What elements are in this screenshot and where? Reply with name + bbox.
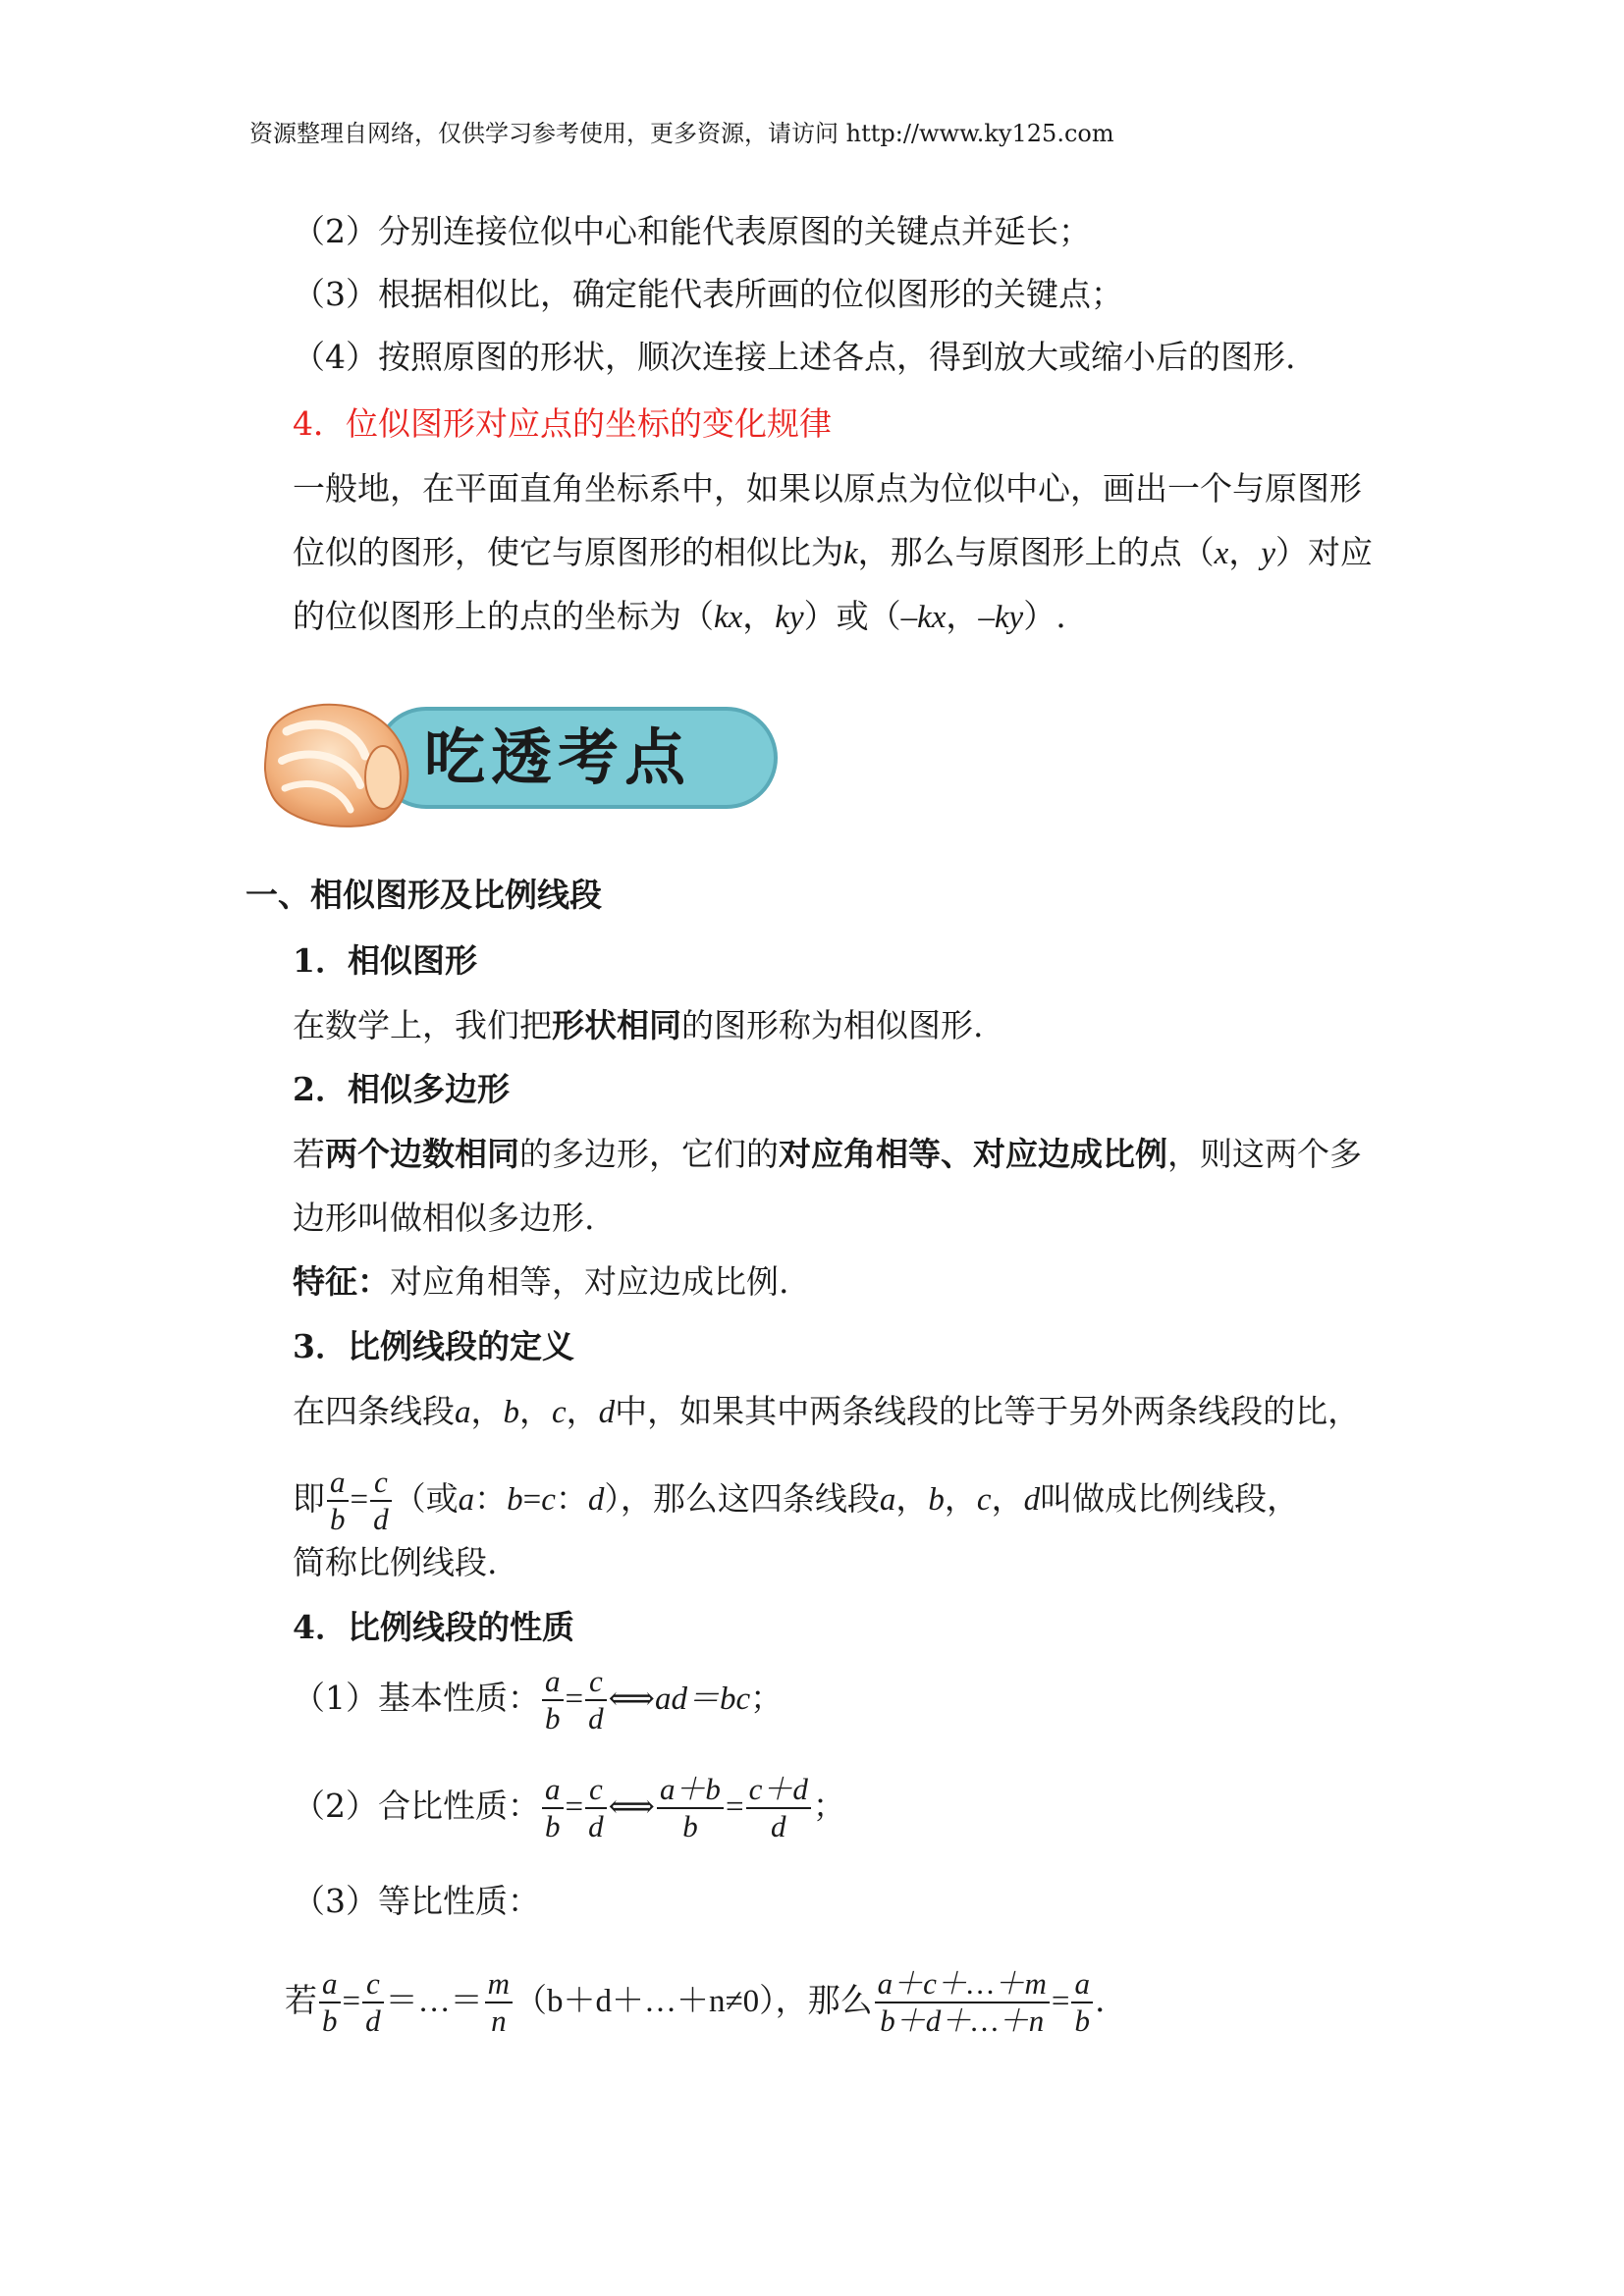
text: 若 bbox=[293, 1135, 325, 1173]
var-neg-ky: –ky bbox=[978, 600, 1024, 635]
var-neg-kx: –kx bbox=[900, 600, 947, 635]
denominator: n bbox=[491, 2003, 507, 2038]
denominator: b bbox=[1074, 2003, 1090, 2038]
equals: = bbox=[725, 1789, 744, 1825]
denominator: b bbox=[545, 1809, 561, 1843]
comma: ， bbox=[946, 597, 979, 635]
fraction-a-b bbox=[319, 1966, 341, 2039]
numerator: a＋b bbox=[657, 1772, 724, 1809]
ratio: ： bbox=[555, 1479, 588, 1518]
text: 的位似图形上的点的坐标为（ bbox=[293, 597, 714, 635]
comma: ， bbox=[742, 597, 776, 635]
fraction-cpd-d bbox=[746, 1772, 811, 1844]
text: 的多边形，它们的 bbox=[519, 1135, 779, 1173]
var-kx: kx bbox=[714, 600, 743, 635]
var-k: k bbox=[843, 536, 858, 571]
step-3: （3）根据相似比，确定能代表所画的位似图形的关键点； bbox=[293, 275, 1123, 313]
var-c: c bbox=[976, 1482, 992, 1518]
var-d: d bbox=[1023, 1482, 1041, 1518]
equals: = bbox=[565, 1789, 584, 1825]
paragraph-1 bbox=[293, 1004, 984, 1047]
text: 即 bbox=[293, 1479, 325, 1518]
numerator: a＋c＋…＋m bbox=[875, 1966, 1050, 2003]
equals: = bbox=[350, 1482, 369, 1518]
subheading-2: 2．相似多边形 bbox=[293, 1070, 510, 1108]
var-a: a bbox=[879, 1482, 896, 1518]
condition: （b＋d＋…＋n≠0），那么 bbox=[514, 1984, 873, 2019]
iff-symbol: ⟺ bbox=[608, 1682, 655, 1717]
comma: ， bbox=[991, 1479, 1024, 1518]
text: ）. bbox=[1023, 597, 1066, 635]
feature-line bbox=[293, 1260, 789, 1304]
section-banner bbox=[257, 687, 778, 834]
numerator: c bbox=[370, 1465, 392, 1502]
var-ky: ky bbox=[775, 600, 804, 635]
banner-title: 吃透考点 bbox=[424, 721, 692, 793]
comma: ， bbox=[944, 1479, 977, 1518]
text: ），那么这四条线段 bbox=[604, 1479, 880, 1518]
equals: = bbox=[342, 1984, 361, 2019]
var-x: x bbox=[1214, 536, 1229, 571]
equals: = bbox=[565, 1682, 584, 1717]
feature-label: 特征： bbox=[293, 1262, 390, 1301]
page-header: 资源整理自网络，仅供学习参考使用，更多资源，请访问 http://www.ky125.com bbox=[249, 120, 1114, 147]
text: 在四条线段 bbox=[293, 1392, 455, 1430]
step-4: （4）按照原图的形状，顺次连接上述各点，得到放大或缩小后的图形. bbox=[293, 338, 1296, 376]
var-b: b bbox=[928, 1482, 945, 1518]
emphasis: 两个边数相同 bbox=[325, 1135, 519, 1173]
var-b: b bbox=[507, 1482, 523, 1518]
var-d: d bbox=[598, 1395, 616, 1430]
numerator: c bbox=[585, 1664, 607, 1701]
ellipsis-equals: ＝…＝ bbox=[385, 1984, 483, 2019]
denominator: b bbox=[682, 1809, 698, 1843]
numerator: c bbox=[362, 1966, 384, 2003]
var-c: c bbox=[552, 1395, 567, 1430]
paragraph-3-line-2 bbox=[293, 1460, 1299, 1538]
numerator: m bbox=[485, 1966, 513, 2003]
denominator: b bbox=[545, 1701, 561, 1735]
numerator: a bbox=[542, 1664, 564, 1701]
ratio: ： bbox=[474, 1479, 508, 1518]
product-equation: ad＝bc bbox=[654, 1682, 751, 1717]
text: 位似的图形，使它与原图形的相似比为 bbox=[293, 533, 843, 571]
text: ，那么与原图形上的点（ bbox=[857, 533, 1215, 571]
denominator: b bbox=[322, 2003, 338, 2038]
section-4-line-2 bbox=[293, 531, 1373, 575]
subheading-3: 3．比例线段的定义 bbox=[293, 1327, 574, 1365]
paragraph-3-line-1 bbox=[293, 1390, 1360, 1434]
subheading-1: 1．相似图形 bbox=[293, 941, 477, 980]
paragraph-3-line-3: 简称比例线段. bbox=[293, 1543, 498, 1581]
numerator: a bbox=[1071, 1966, 1093, 2003]
text: 叫做成比例线段， bbox=[1040, 1479, 1300, 1518]
comma: ， bbox=[1228, 533, 1262, 571]
text: ）对应 bbox=[1274, 533, 1373, 571]
section-4-line-1: 一般地，在平面直角坐标系中，如果以原点为位似中心，画出一个与原图形 bbox=[293, 469, 1362, 507]
text: ）或（ bbox=[803, 597, 901, 635]
var-c: c bbox=[541, 1482, 556, 1518]
fraction-a-b bbox=[542, 1664, 564, 1736]
section-4-title: 4．位似图形对应点的坐标的变化规律 bbox=[293, 404, 832, 443]
comma: ， bbox=[519, 1392, 552, 1430]
semicolon: ； bbox=[812, 1787, 845, 1825]
seashell-icon bbox=[257, 687, 424, 834]
denominator: b＋d＋…＋n bbox=[880, 2003, 1045, 2038]
var-b: b bbox=[503, 1395, 519, 1430]
fraction-apb-b bbox=[657, 1772, 724, 1844]
denominator: b bbox=[330, 1502, 346, 1536]
var-y: y bbox=[1261, 536, 1275, 571]
fraction-c-d bbox=[362, 1966, 384, 2039]
iff-symbol: ⟺ bbox=[608, 1789, 655, 1825]
fraction-a-b bbox=[542, 1772, 564, 1844]
equals: = bbox=[1051, 1984, 1070, 2019]
denominator: d bbox=[588, 1809, 604, 1843]
emphasis: 形状相同 bbox=[552, 1006, 681, 1044]
semicolon: ； bbox=[750, 1679, 784, 1717]
numerator: a bbox=[542, 1772, 564, 1809]
denominator: d bbox=[365, 2003, 381, 2038]
numerator: a bbox=[319, 1966, 341, 2003]
var-a: a bbox=[455, 1395, 471, 1430]
equals: = bbox=[522, 1482, 542, 1518]
var-a: a bbox=[458, 1482, 475, 1518]
denominator: d bbox=[770, 1809, 786, 1843]
property-3-label: （3）等比性质： bbox=[293, 1882, 540, 1920]
paragraph-2-line-1 bbox=[293, 1133, 1362, 1176]
period: . bbox=[1094, 1981, 1106, 2019]
fraction-c-d bbox=[585, 1664, 607, 1736]
denominator: d bbox=[588, 1701, 604, 1735]
var-d: d bbox=[587, 1482, 605, 1518]
fraction-c-d bbox=[370, 1465, 392, 1537]
emphasis: 对应角相等、对应边成比例 bbox=[779, 1135, 1167, 1173]
property-1 bbox=[293, 1659, 783, 1737]
text: ，则这两个多 bbox=[1167, 1135, 1362, 1173]
section-4-line-3 bbox=[293, 595, 1066, 639]
fraction-a-b bbox=[1071, 1966, 1093, 2039]
fraction-c-d bbox=[585, 1772, 607, 1844]
paragraph-2-line-2: 边形叫做相似多边形. bbox=[293, 1199, 595, 1237]
property-3-formula bbox=[285, 1958, 1105, 2043]
text: （或 bbox=[393, 1479, 459, 1518]
comma: ， bbox=[566, 1392, 599, 1430]
fraction-a-b bbox=[327, 1465, 349, 1537]
comma: ， bbox=[470, 1392, 504, 1430]
text: 若 bbox=[285, 1981, 317, 2019]
numerator: a bbox=[327, 1465, 349, 1502]
numerator: c＋d bbox=[746, 1772, 811, 1809]
fraction-sum bbox=[875, 1966, 1050, 2039]
feature-text: 对应角相等，对应边成比例. bbox=[390, 1262, 789, 1301]
label: （1）基本性质： bbox=[293, 1679, 540, 1717]
numerator: c bbox=[585, 1772, 607, 1809]
subheading-4: 4．比例线段的性质 bbox=[293, 1608, 574, 1646]
text: 中，如果其中两条线段的比等于另外两条线段的比， bbox=[615, 1392, 1361, 1430]
fraction-m-n bbox=[485, 1966, 513, 2039]
property-2 bbox=[293, 1767, 845, 1845]
text: 的图形称为相似图形. bbox=[681, 1006, 984, 1044]
step-2: （2）分别连接位似中心和能代表原图的关键点并延长； bbox=[293, 212, 1091, 250]
comma: ， bbox=[895, 1479, 929, 1518]
label: （2）合比性质： bbox=[293, 1787, 540, 1825]
part-1-heading: 一、相似图形及比例线段 bbox=[245, 876, 602, 914]
text: 在数学上，我们把 bbox=[293, 1006, 552, 1044]
denominator: d bbox=[373, 1502, 389, 1536]
